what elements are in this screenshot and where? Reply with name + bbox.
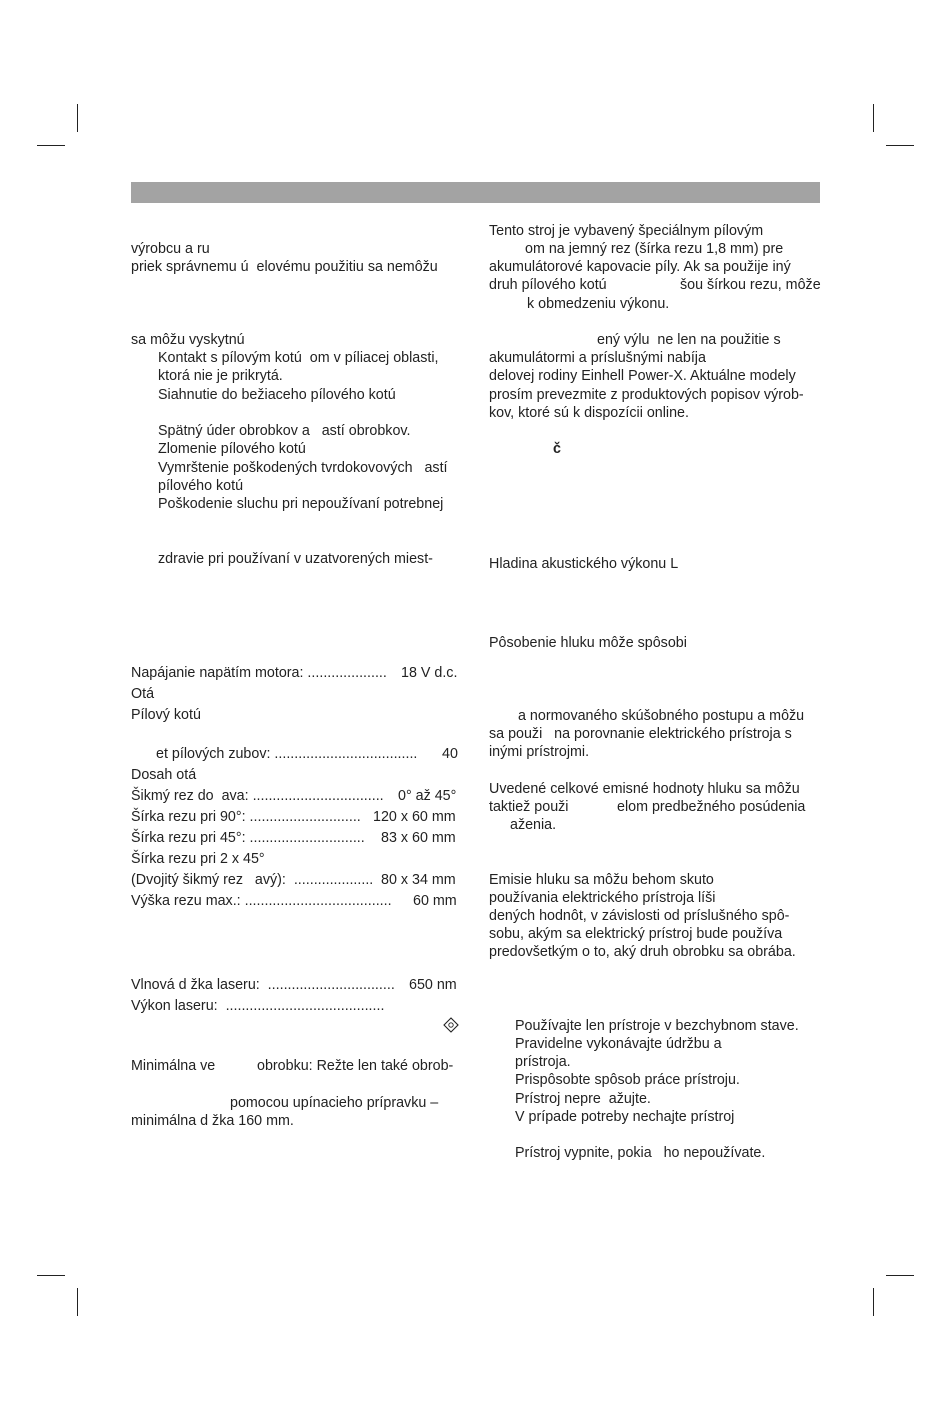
spec-height-label: Výška rezu max.: .....................................: [131, 893, 392, 909]
right-intro-line: akumulátorové kapovacie píly. Ak sa použije iný: [489, 259, 791, 275]
deviation-line: sobu, akým sa elektrický prístroj bude používa: [489, 926, 783, 942]
deviation-line: dených hodnôt, v závislosti od príslušného spô-: [489, 908, 790, 924]
right-battery-line: akumulátormi a príslušnými nabíja: [489, 350, 706, 366]
spec-teeth-value: 40: [442, 746, 458, 762]
right-intro-line: šou šírkou rezu, môže: [680, 277, 821, 293]
left-line: priek správnemu ú elovému použitiu sa nemôžu: [131, 259, 438, 275]
crop-mark-bottom-right-v: [873, 1288, 874, 1316]
right-battery-line: kov, ktoré sú k dispozícii online.: [489, 405, 689, 421]
deviation-line: používania elektrického prístroja líši: [489, 890, 716, 906]
emission-line: aženia.: [510, 817, 557, 833]
right-intro-line: om na jemný rez (šírka rezu 1,8 mm) pre: [525, 241, 784, 257]
spec-double-bevel-value: 80 x 34 mm: [381, 872, 456, 888]
crop-mark-bottom-right-h: [886, 1275, 914, 1276]
tip-item: Používajte len prístroje v bezchybnom stave.: [515, 1018, 799, 1034]
standard-line: inými prístrojmi.: [489, 744, 590, 760]
tip-item: prístroja.: [515, 1054, 571, 1070]
spec-blade-label: Pílový kotú: [131, 707, 201, 723]
spec-width2x45-label: Šírka rezu pri 2 x 45°: [131, 851, 265, 867]
hazard-item: Vymrštenie poškodených tvrdokovových astí: [158, 460, 448, 476]
hazard-item: Spätný úder obrobkov a astí obrobkov.: [158, 423, 411, 439]
spec-bevel-label: Šikmý rez do ava: .................................: [131, 788, 384, 804]
workpiece-line: pomocou upínacieho prípravku –: [230, 1095, 439, 1111]
laser-class-icon: [443, 1017, 459, 1033]
workpiece-line: minimálna d žka 160 mm.: [131, 1113, 294, 1129]
crop-mark-top-left-v: [77, 104, 78, 132]
spec-speed-label: Otá: [131, 686, 155, 702]
hazard-item: Kontakt s pílovým kotú om v píliacej oblasti,: [158, 350, 439, 366]
tip-item: Prístroj nepre ažujte.: [515, 1091, 651, 1107]
crop-mark-bottom-left-v: [77, 1288, 78, 1316]
spec-motor-voltage-label: Napájanie napätím motora: ....................: [131, 665, 387, 681]
hazard-item: pílového kotú: [158, 478, 244, 494]
spec-width90-value: 120 x 60 mm: [373, 809, 456, 825]
hazard-item: ktorá nie je prikrytá.: [158, 368, 283, 384]
right-intro-line: k obmedzeniu výkonu.: [527, 296, 670, 312]
sound-power-text: Hladina akustického výkonu L: [489, 556, 679, 572]
deviation-line: Emisie hluku sa môžu behom skuto: [489, 872, 714, 888]
standard-line: a normovaného skúšobného postupu a môžu: [518, 708, 805, 724]
section-header-bar: [131, 182, 820, 203]
standard-line: sa použi na porovnanie elektrického prístroja s: [489, 726, 792, 742]
spec-width90-label: Šírka rezu pri 90°: ............................: [131, 809, 361, 825]
workpiece-line: obrobku: Režte len také obrob-: [257, 1058, 454, 1074]
emission-line: taktiež použi: [489, 799, 569, 815]
left-line: výrobcu a ru: [131, 241, 210, 257]
crop-mark-top-right-v: [873, 104, 874, 132]
spec-height-value: 60 mm: [413, 893, 457, 909]
hazard-item: Siahnutie do bežiaceho pílového kotú: [158, 387, 396, 403]
tip-item: Prístroj vypnite, pokia ho nepoužívate.: [515, 1145, 766, 1161]
left-line: sa môžu vyskytnú: [131, 332, 245, 348]
spec-laser-power-label: Výkon laseru: ........................................: [131, 998, 385, 1014]
tip-item: Pravidelne vykonávajte údržbu a: [515, 1036, 722, 1052]
spec-width45-label: Šírka rezu pri 45°: .............................: [131, 830, 365, 846]
spec-laser-wavelength-label: Vlnová d žka laseru: ................................: [131, 977, 395, 993]
spec-double-bevel-label: (Dvojitý šikmý rez avý): ....................: [131, 872, 374, 888]
spec-teeth-label: et pílových zubov: ....................................: [156, 746, 418, 762]
right-c-character: č: [553, 441, 561, 457]
right-battery-line: ený výlu ne len na použitie s: [597, 332, 781, 348]
deviation-line: predovšetkým o to, aký druh obrobku sa obrába.: [489, 944, 796, 960]
hazard-item: Zlomenie pílového kotú: [158, 441, 306, 457]
right-battery-line: prosím prevezmite z produktových popisov výrob-: [489, 387, 804, 403]
crop-mark-top-left-h: [37, 145, 65, 146]
workpiece-line: Minimálna ve: [131, 1058, 216, 1074]
right-intro-line: Tento stroj je vybavený špeciálnym pílovým: [489, 223, 764, 239]
spec-motor-voltage-value: 18 V d.c.: [401, 665, 458, 681]
right-battery-line: delovej rodiny Einhell Power-X. Aktuálne modely: [489, 368, 796, 384]
spec-width45-value: 83 x 60 mm: [381, 830, 456, 846]
emission-line: Uvedené celkové emisné hodnoty hluku sa môžu: [489, 781, 800, 797]
noise-effect-text: Pôsobenie hluku môže spôsobi: [489, 635, 687, 651]
emission-line: elom predbežného posúdenia: [617, 799, 806, 815]
spec-rotation-range-label: Dosah otá: [131, 767, 197, 783]
crop-mark-top-right-h: [886, 145, 914, 146]
tip-item: Prispôsobte spôsob práce prístroju.: [515, 1072, 740, 1088]
right-intro-line: druh pílového kotú: [489, 277, 607, 293]
tip-item: V prípade potreby nechajte prístroj: [515, 1109, 735, 1125]
hazard-item: zdravie pri používaní v uzatvorených miest-: [158, 551, 433, 567]
spec-bevel-value: 0° až 45°: [398, 788, 457, 804]
hazard-item: Poškodenie sluchu pri nepoužívaní potrebnej: [158, 496, 444, 512]
crop-mark-bottom-left-h: [37, 1275, 65, 1276]
spec-laser-wavelength-value: 650 nm: [409, 977, 457, 993]
